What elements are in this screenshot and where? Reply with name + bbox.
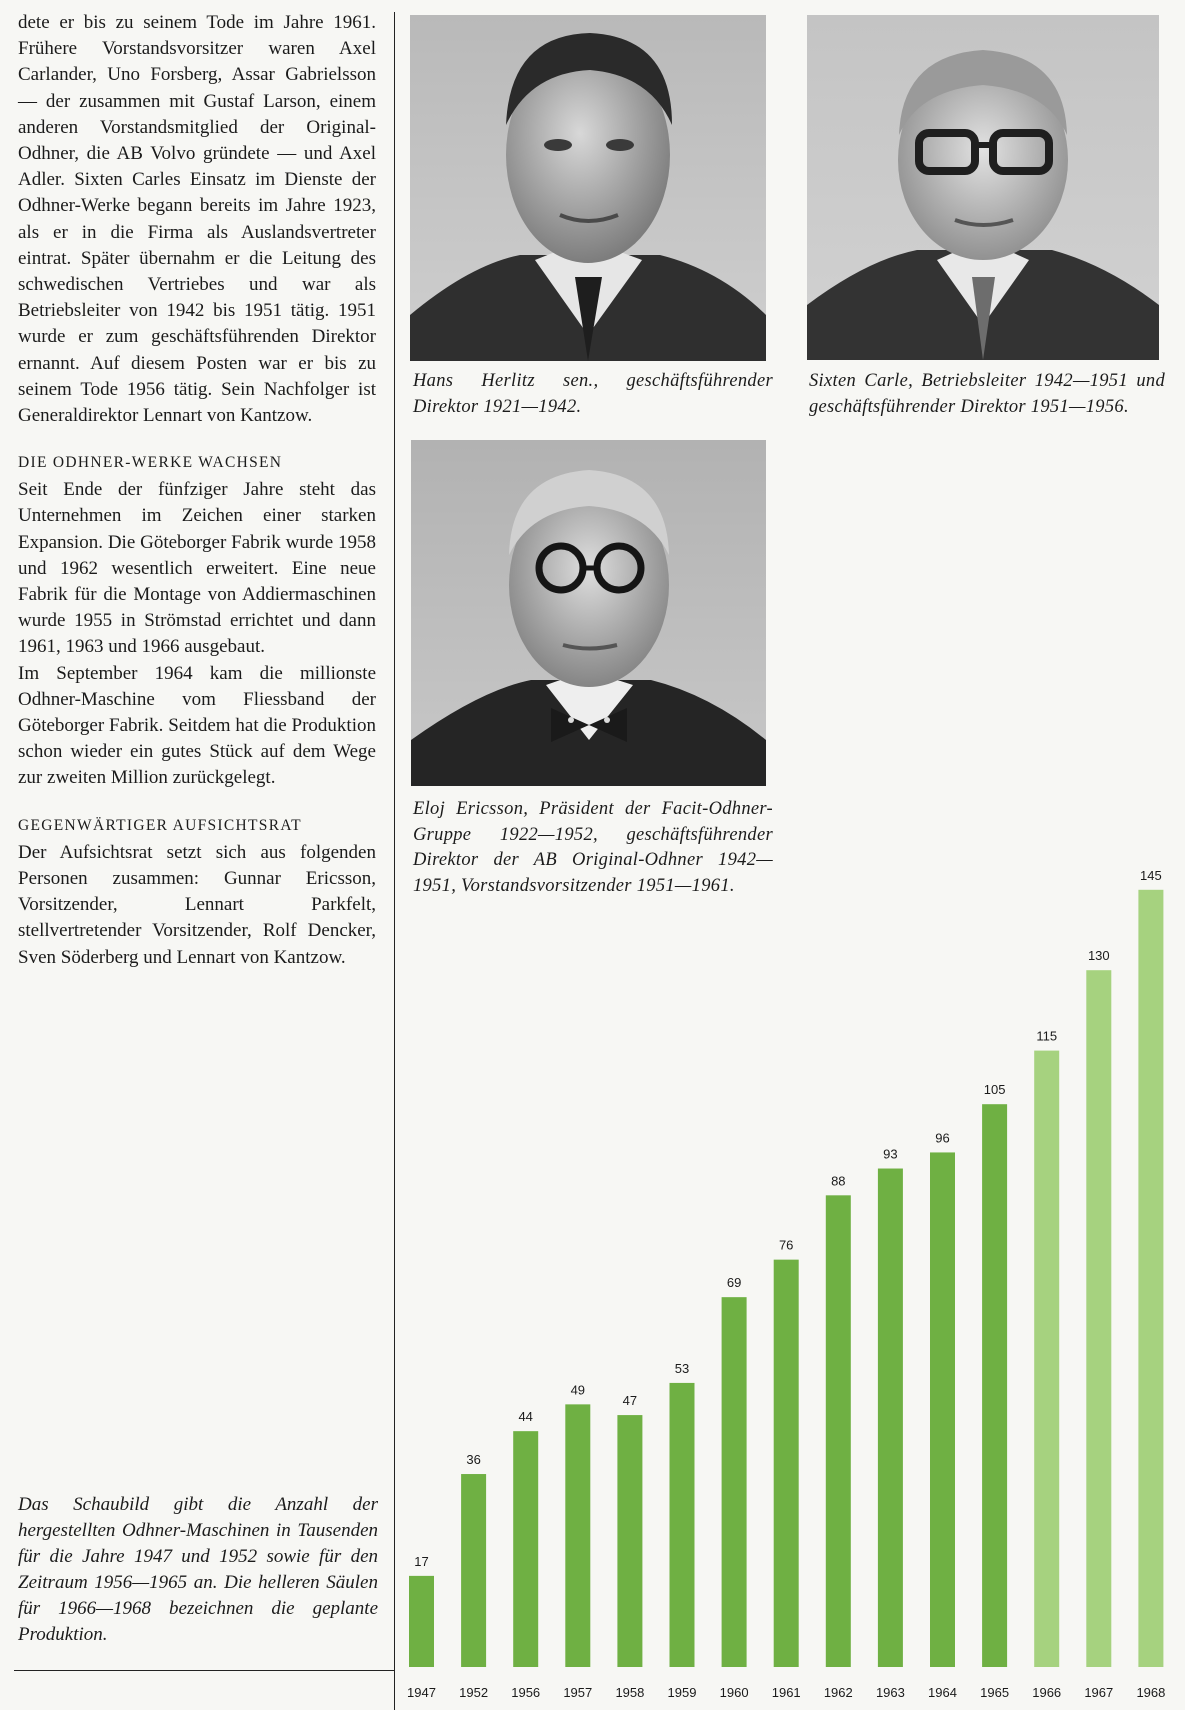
chart-caption: Das Schaubild gibt die Anzahl der hergestellten Odhner-Maschinen in Tausenden für die Jahre 1947 und 1952 sowie für den Zeitraum 1956—1965 an. Die helleren Säulen für 1966—1968 bezeichnen die geplante Produktion. bbox=[18, 1494, 378, 1645]
x-tick-label: 1960 bbox=[719, 1685, 749, 1700]
chart-bar-1967 bbox=[1086, 970, 1111, 1667]
x-tick-label: 1966 bbox=[1032, 1685, 1062, 1700]
data-label: 53 bbox=[674, 1360, 690, 1376]
portrait-photo bbox=[410, 15, 766, 361]
x-tick-label: 1961 bbox=[771, 1685, 801, 1700]
chart-bar-1966 bbox=[1034, 1051, 1059, 1667]
chart-bar-1961 bbox=[774, 1260, 799, 1667]
article-text-column bbox=[18, 10, 376, 971]
chart-bar-1965 bbox=[982, 1104, 1007, 1667]
article-paragraph: Der Aufsichtsrat setzt sich aus folgenden Personen zusammen: Gunnar Ericsson, Vorsitzender, Lennart Parkfelt, stellvertretender Vorsitzender, Rolf Dencker, Sven Söderberg und Lennart von Kantzow. bbox=[18, 841, 376, 968]
data-label: 49 bbox=[570, 1382, 586, 1398]
data-label: 76 bbox=[778, 1237, 794, 1253]
article-paragraph: Seit Ende der fünfziger Jahre steht das Unternehmen im Zeichen einer starken Expansion. Die Göteborger Fabrik wurde 1958 und 1962 wesentlich erweitert. Eine neue Fabrik für die Montage von Addiermaschinen wurde 1955 in Strömstad errichtet und dann 1961, 1963 und 1966 ausgebaut. bbox=[18, 479, 376, 658]
chart-bar-1958 bbox=[617, 1415, 642, 1667]
portrait-photo bbox=[411, 440, 766, 786]
chart-bar-1968 bbox=[1138, 890, 1163, 1667]
chart-bar-1962 bbox=[826, 1195, 851, 1667]
data-label: 105 bbox=[983, 1082, 1006, 1098]
x-tick-label: 1947 bbox=[407, 1685, 436, 1700]
x-tick-label: 1958 bbox=[615, 1685, 645, 1700]
portrait-caption: Sixten Carle, Betriebsleiter 1942—1951 und geschäftsführender Direktor 1951—1956. bbox=[809, 371, 1165, 417]
chart-bar-1963 bbox=[878, 1169, 903, 1667]
portrait-caption: Eloj Ericsson, Präsident der Facit-Odhner-Gruppe 1922—1952, geschäftsführender Direktor der AB Original-Odhner 1942—1951, Vorstandsvorsitzender 1951—1961. bbox=[413, 799, 773, 896]
x-tick-label: 1965 bbox=[980, 1685, 1010, 1700]
x-tick-label: 1968 bbox=[1136, 1685, 1166, 1700]
chart-bar-1964 bbox=[930, 1152, 955, 1667]
chart-bar-1956 bbox=[513, 1431, 538, 1667]
data-label: 145 bbox=[1140, 867, 1162, 883]
x-tick-label: 1952 bbox=[459, 1685, 489, 1700]
x-tick-label: 1959 bbox=[667, 1685, 697, 1700]
section-heading: GEGENWÄRTIGER AUFSICHTSRAT bbox=[18, 816, 302, 834]
data-label: 93 bbox=[883, 1146, 898, 1162]
x-tick-label: 1963 bbox=[875, 1685, 905, 1700]
production-bar-chart bbox=[400, 770, 1180, 1710]
data-label: 36 bbox=[466, 1452, 481, 1468]
chart-bar-1960 bbox=[722, 1297, 747, 1667]
article-paragraph: Im September 1964 kam die millionste Odhner-Maschine vom Fliessband der Göteborger Fabrik. Seitdem hat die Produktion schon wieder ein gutes Stück auf dem Wege zur zweiten Million zurückgelegt. bbox=[18, 662, 376, 789]
data-label: 47 bbox=[622, 1393, 638, 1409]
column-divider bbox=[394, 12, 395, 1710]
article-paragraph: dete er bis zu seinem Tode im Jahre 1961. Frühere Vorstandsvorsitzer waren Axel Carlander, Uno Forsberg, Assar Gabrielsson — der zusammen mit Gustaf Larson, einem anderen Vorstandsmitglied der Original-Odhner, die AB Volvo gründete — und Axel Adler. Sixten Carles Einsatz im Dienste der Odhner-Werke begann bereits im Jahre 1923, als er in die Firma als Auslandsvertreter eintrat. Später übernahm er die Leitung des schwedischen Vertriebes und war als Betriebsleiter von 1942 bis 1951 tätig. 1951 wurde er zum geschäftsführenden Direktor ernannt. Auf diesem Posten war er bis zu seinem Tode 1956 tätig. Sein Nachfolger ist Generaldirektor Lennart von Kantzow. bbox=[18, 12, 376, 427]
chart-bar-1952 bbox=[461, 1474, 486, 1667]
chart-bar-1959 bbox=[670, 1383, 695, 1667]
bottom-rule bbox=[14, 1670, 395, 1671]
data-label: 88 bbox=[831, 1173, 846, 1189]
portrait-photo bbox=[807, 15, 1159, 360]
x-tick-label: 1962 bbox=[823, 1685, 853, 1700]
x-tick-label: 1957 bbox=[563, 1685, 593, 1700]
x-tick-label: 1967 bbox=[1084, 1685, 1114, 1700]
x-tick-label: 1964 bbox=[928, 1685, 957, 1700]
chart-bar-1947 bbox=[409, 1576, 434, 1667]
data-label: 69 bbox=[726, 1275, 742, 1291]
section-heading: DIE ODHNER-WERKE WACHSEN bbox=[18, 454, 283, 472]
data-label: 115 bbox=[1036, 1028, 1058, 1044]
data-label: 17 bbox=[414, 1553, 429, 1569]
chart-bar-1957 bbox=[565, 1404, 590, 1667]
portrait-caption: Hans Herlitz sen., geschäftsführender Direktor 1921—1942. bbox=[413, 371, 773, 417]
data-label: 130 bbox=[1087, 948, 1110, 964]
data-label: 96 bbox=[935, 1130, 950, 1146]
x-tick-label: 1956 bbox=[511, 1685, 541, 1700]
data-label: 44 bbox=[518, 1409, 533, 1425]
